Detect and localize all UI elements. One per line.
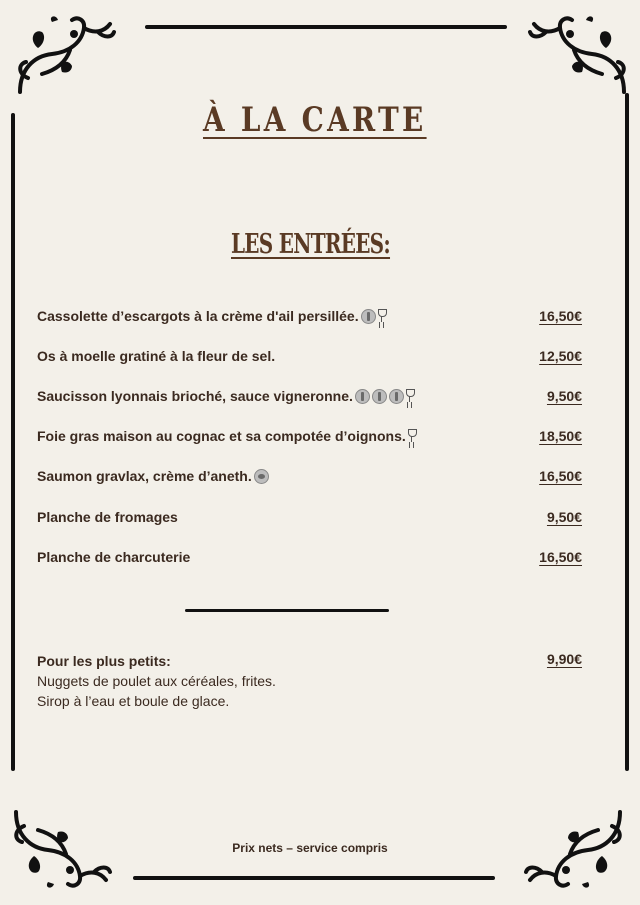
menu-item xyxy=(37,468,582,488)
top-rule xyxy=(145,25,507,29)
kids-menu xyxy=(37,651,276,711)
menu-item-name-wrap xyxy=(37,549,190,565)
menu-item-name-wrap xyxy=(37,468,269,484)
menu-item-name: Saucisson lyonnais brioché, sauce vigneronne. xyxy=(37,388,353,404)
menu-item xyxy=(37,509,582,529)
wine-glass-icon xyxy=(377,309,387,323)
menu-item-price: 9,50€ xyxy=(546,509,582,525)
menu-item-price: 16,50€ xyxy=(539,549,582,565)
left-border-rule xyxy=(11,113,15,771)
kids-menu-title: Pour les plus petits: xyxy=(37,653,171,669)
menu-item-name-wrap xyxy=(37,348,275,364)
menu-item-name: Os à moelle gratiné à la fleur de sel. xyxy=(37,348,276,364)
allergen-badge-icon xyxy=(372,389,387,404)
menu-item-name-wrap xyxy=(37,509,178,525)
right-border-rule xyxy=(625,93,629,771)
menu-item-price: 9,50€ xyxy=(546,388,582,404)
menu-item-name: Foie gras maison au cognac et sa compotée d’oignons. xyxy=(37,428,406,444)
menu-item-price: 18,50€ xyxy=(539,428,582,444)
corner-ornament-top-right-icon xyxy=(528,14,632,96)
fish-badge-icon xyxy=(254,469,269,484)
menu-item xyxy=(37,428,582,448)
section-divider xyxy=(185,609,389,612)
menu-item-name-wrap xyxy=(37,388,415,404)
menu-item xyxy=(37,348,582,368)
menu-item-price: 16,50€ xyxy=(539,468,582,484)
menu-item-name-wrap xyxy=(37,308,387,324)
menu-item-name-wrap xyxy=(37,428,417,444)
corner-ornament-top-left-icon xyxy=(12,14,116,96)
allergen-badge-icon xyxy=(361,309,376,324)
wine-glass-icon xyxy=(405,389,415,403)
kids-menu-line: Sirop à l’eau et boule de glace. xyxy=(37,693,230,709)
menu-item xyxy=(37,549,582,569)
footer-note: Prix nets – service compris xyxy=(232,841,388,855)
allergen-badge-icon xyxy=(355,389,370,404)
menu-item xyxy=(37,388,582,408)
wine-glass-icon xyxy=(407,429,417,443)
section-title: LES ENTRÉES: xyxy=(231,229,391,260)
menu-item xyxy=(37,308,582,328)
menu-item-name: Planche de fromages xyxy=(37,509,178,525)
menu-item-name: Cassolette d’escargots à la crème d'ail persillée. xyxy=(37,308,359,324)
page-title: À LA CARTE xyxy=(203,100,427,140)
menu-item-name: Saumon gravlax, crème d’aneth. xyxy=(37,468,252,484)
allergen-badge-icon xyxy=(389,389,404,404)
menu-item-name: Planche de charcuterie xyxy=(37,549,191,565)
kids-menu-line: Nuggets de poulet aux céréales, frites. xyxy=(37,673,276,689)
kids-menu-price: 9,90€ xyxy=(546,651,582,667)
bottom-rule xyxy=(133,876,495,880)
menu-item-price: 16,50€ xyxy=(539,308,582,324)
menu-item-price: 12,50€ xyxy=(539,348,582,364)
